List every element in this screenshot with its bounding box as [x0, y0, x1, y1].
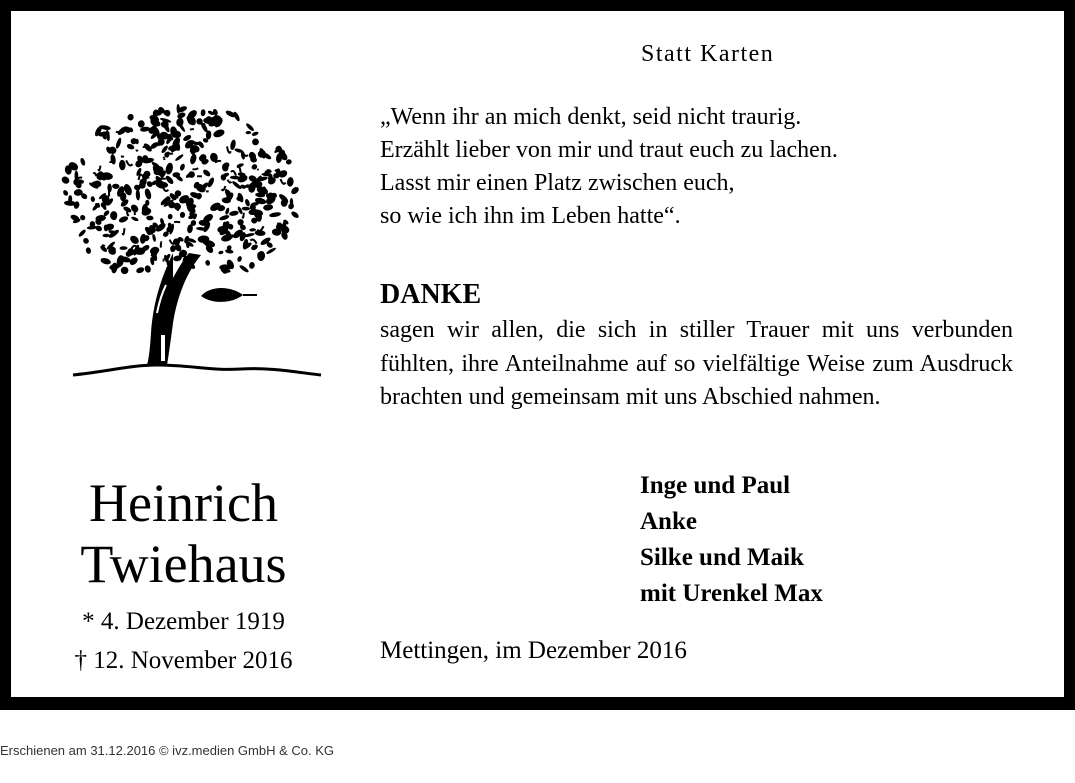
place-and-date: Mettingen, im Dezember 2016: [380, 637, 687, 664]
quote-line: Lasst mir einen Platz zwischen euch,: [380, 170, 735, 196]
family-signatures: [640, 468, 823, 612]
death-date: † 12. November 2016: [74, 647, 293, 674]
tree-illustration-icon: [61, 103, 331, 393]
thanks-paragraph: sagen wir allen, die sich in stiller Trauer mit uns verbunden fühlten, ihre Anteilnahme auf so vielfältige Weise zum Ausdruck brachten und gemeinsam mit uns Abschied nahmen.: [380, 317, 1013, 410]
family-name: Inge und Paul: [640, 472, 791, 499]
family-name: mit Urenkel Max: [640, 580, 823, 607]
publication-credit: Erschienen am 31.12.2016 © ivz.medien GmbH & Co. KG: [0, 743, 335, 758]
quote-line: Erzählt lieber von mir und traut euch zu lachen.: [380, 137, 838, 163]
poem-quote: [380, 101, 1020, 233]
birth-date: * 4. Dezember 1919: [82, 608, 285, 635]
quote-line: so wie ich ihn im Leben hatte“.: [380, 203, 681, 229]
obituary-card: [11, 11, 1064, 697]
danke-heading: DANKE: [380, 279, 482, 310]
family-name: Silke und Maik: [640, 544, 804, 571]
family-name: Anke: [640, 508, 697, 535]
deceased-first-name: Heinrich: [89, 473, 278, 533]
deceased-info: [31, 473, 336, 680]
deceased-last-name: Twiehaus: [80, 534, 287, 594]
quote-line: „Wenn ihr an mich denkt, seid nicht traurig.: [380, 104, 802, 130]
statt-karten-heading: Statt Karten: [641, 41, 775, 67]
